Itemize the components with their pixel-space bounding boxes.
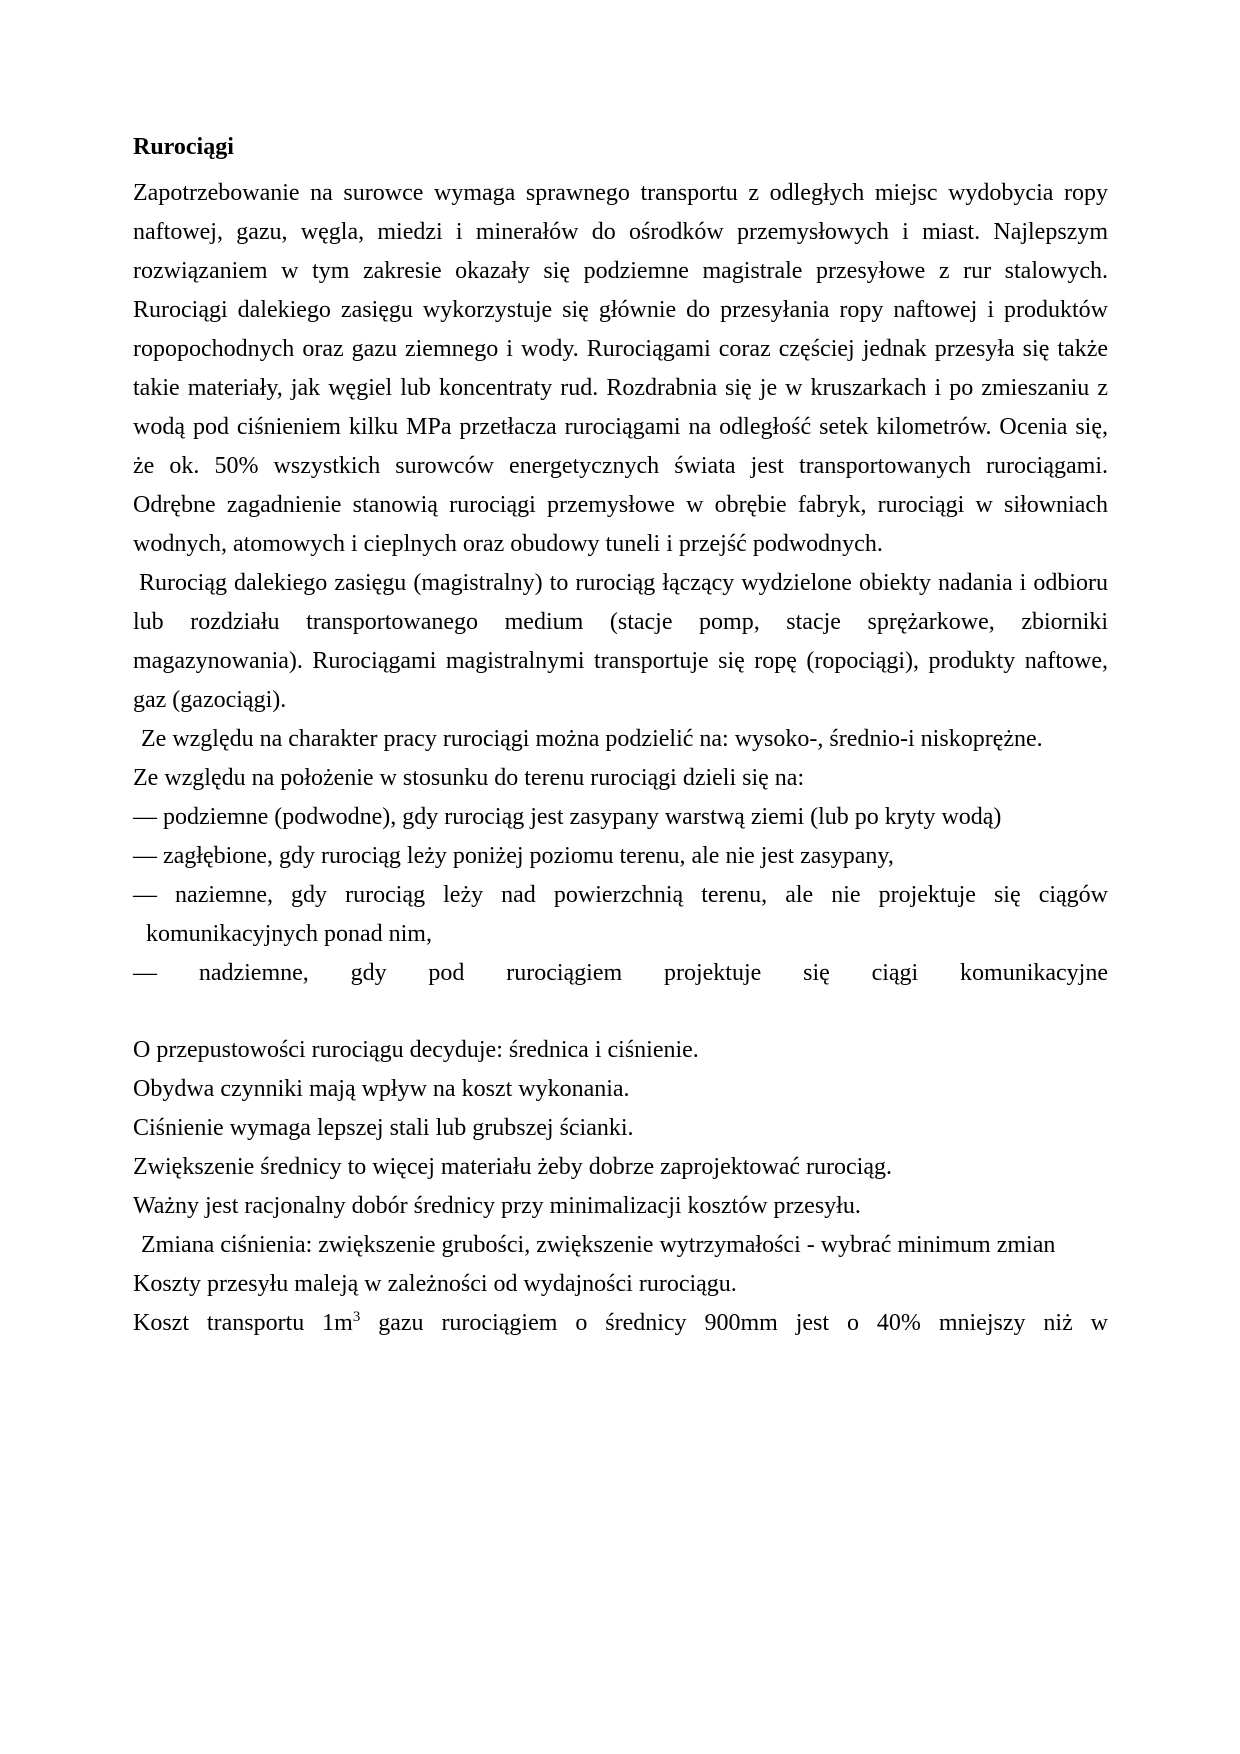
statement-pressure-change: Zmiana ciśnienia: zwiększenie grubości, zwiększenie wytrzymałości - wybrać minimum zmian: [141, 1232, 1056, 1258]
statement-transfer-costs: Koszty przesyłu maleją w zależności od wydajności rurociągu.: [133, 1271, 737, 1297]
intro-paragraph: Zapotrzebowanie na surowce wymaga sprawnego transportu z odległych miejsc wydobycia ropy naftowej, gazu, węgla, miedzi i minerałów do ośrodków przemysłowych i miast. Najlepszym rozwiązaniem w tym zakresie okazały się podziemne magistrale przesyłowe z rur stalowych. Rurociągi dalekiego zasięgu wykorzystuje się głównie do przesyłania ropy naftowej i produktów ropopochodnych oraz gazu ziemnego i wody. Rurociągami coraz częściej jednak przesyła się także takie materiały, jak węgiel lub koncentraty rud. Rozdrabnia się je w kruszarkach i po zmieszaniu z wodą pod ciśnieniem kilku MPa przetłacza rurociągami na odległość setek kilometrów. Ocenia się, że ok. 50% wszystkich surowców energetycznych świata jest transportowanych rurociągami. Odrębne zagadnienie stanowią rurociągi przemysłowe w obrębie fabryk, rurociągi w siłowniach wodnych, atomowych i cieplnych oraz obudowy tuneli i przejść podwodnych.: [133, 180, 1108, 557]
statement-rational-diameter: Ważny jest racjonalny dobór średnicy przy minimalizacji kosztów przesyłu.: [133, 1193, 861, 1219]
pipeline-definition-paragraph: Rurociąg dalekiego zasięgu (magistralny) to rurociąg łączący wydzielone obiekty nadania i odbioru lub rozdziału transportowanego medium (stacje pomp, stacje sprężarkowe, zbiorniki magazynowania). Rurociągami magistralnymi transportuje się ropę (ropociągi), produkty naftowe, gaz (gazociągi).: [133, 570, 1108, 713]
list-item-nadziemne: — nadziemne, gdy pod rurociągiem projektuje się ciągi komunikacyjne: [133, 960, 1108, 986]
cost-line-pre: Koszt transportu 1m: [133, 1310, 353, 1336]
statement-cost-factors: Obydwa czynniki mają wpływ na koszt wykonania.: [133, 1076, 630, 1102]
list-item-podziemne: — podziemne (podwodne), gdy rurociąg jest zasypany warstwą ziemi (lub po kryty wodą): [133, 804, 1002, 830]
list-item-zaglebione: — zagłębione, gdy rurociąg leży poniżej poziomu terenu, ale nie jest zasypany,: [133, 843, 894, 869]
statement-diameter-material: Zwiększenie średnicy to więcej materiału żeby dobrze zaprojektować rurociąg.: [133, 1154, 892, 1180]
cost-line: [133, 1304, 1108, 1343]
pressure-classification-line: Ze względu na charakter pracy rurociągi można podzielić na: wysoko-, średnio-i niskoprężne.: [141, 726, 1043, 752]
list-item-naziemne: — naziemne, gdy rurociąg leży nad powierzchnią terenu, ale nie projektuje się ciągów komunikacyjnych ponad nim,: [133, 882, 1108, 947]
cost-line-superscript: 3: [352, 1309, 361, 1325]
cost-line-post: gazu rurociągiem o średnicy 900mm jest o 40% mniejszy niż w: [360, 1310, 1108, 1336]
statement-pressure-steel: Ciśnienie wymaga lepszej stali lub grubszej ścianki.: [133, 1115, 634, 1141]
location-classification-intro: Ze względu na położenie w stosunku do terenu rurociągi dzieli się na:: [133, 765, 805, 791]
document-title: Rurociągi: [133, 134, 234, 160]
statement-throughput: O przepustowości rurociągu decyduje: średnica i ciśnienie.: [133, 1037, 699, 1063]
